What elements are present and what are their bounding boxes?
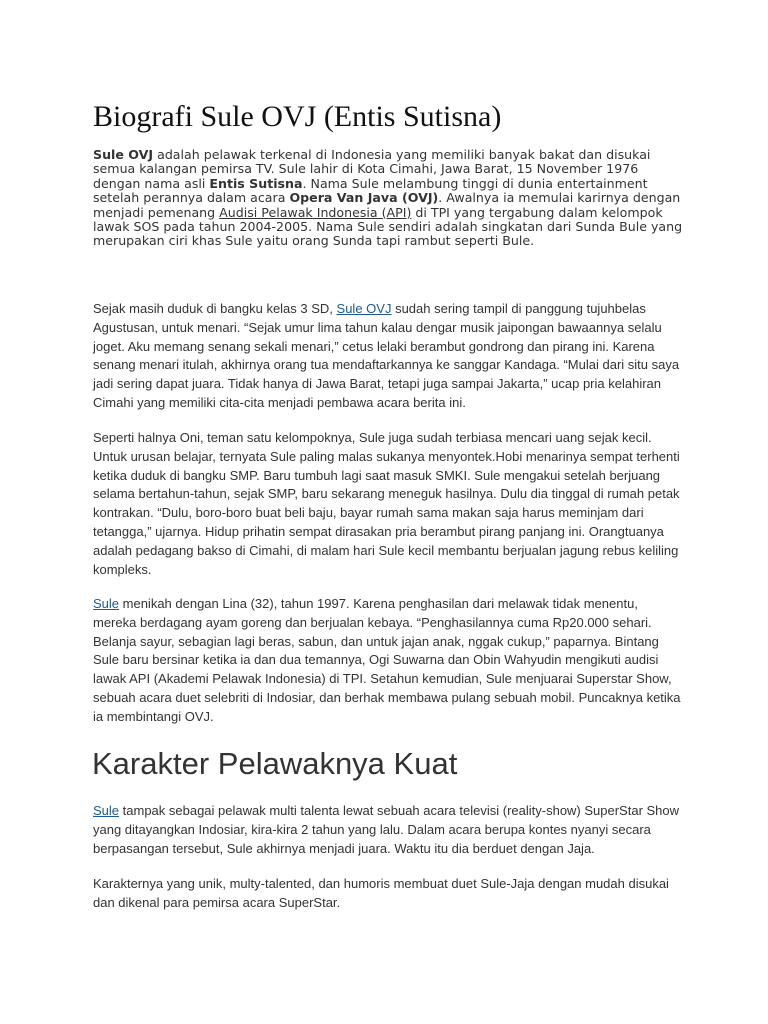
intro-text-4: di TPI yang tergabung dalam kelompok lawak SOS pada tahun 2004-2005. Nama Sule sendiri adalah singkatan dari Sunda Bule yang merupakan ciri khas Sule yaitu orang Sunda tapi rambut seperti Bule. <box>93 204 683 249</box>
paragraph-1-text-a: Sejak masih duduk di bangku kelas 3 SD, <box>93 301 337 316</box>
page-title: Biografi Sule OVJ (Entis Sutisna) <box>93 100 502 133</box>
paragraph-1-text-b: sudah sering tampil di panggung tujuhbelas Agustusan, untuk menari. “Sejak umur lima tahun kalau dengar musik jaipongan bawaannya selalu joget. Aku memang senang sekali menari,” cetus lelaki berambut gondrong dan pirang ini. Karena senang menari itulah, akhirnya orang tua mendaftarkannya ke sanggar Kandaga. “Mulai dari situ saya jadi sering dapat juara. Tidak hanya di Jawa Barat, tetapi juga sampai Jakarta,” ucap pria kelahiran Cimahi yang memiliki cita-cita menjadi pembawa acara berita ini. <box>93 301 680 410</box>
intro-text-3: . Awalnya ia memulai karirnya dengan menjadi pemenang <box>93 190 681 220</box>
paragraph-5-text: Karakternya yang unik, multy-talented, dan humoris membuat duet Sule-Jaja dengan mudah disukai dan dikenal para pemirsa acara SuperStar. <box>93 876 669 910</box>
sule-ovj-link[interactable]: Sule OVJ <box>336 301 392 316</box>
intro-bold-entis-sutisna: Entis Sutisna <box>209 175 303 191</box>
intro-text-2: . Nama Sule melambung tinggi di dunia entertainment setelah perannya dalam acara <box>93 175 648 206</box>
intro-bold-sule-ovj: Sule OVJ <box>93 147 154 162</box>
paragraph-2 <box>93 429 683 579</box>
paragraph-5 <box>93 875 683 913</box>
paragraph-2-text: Seperti halnya Oni, teman satu kelompoknya, Sule juga sudah terbiasa mencari uang sejak kecil. Untuk urusan belajar, ternyata Sule paling malas sukanya menyontek.Hobi menarinya sempat terhenti ketika duduk di bangku SMP. Baru tumbuh lagi saat masuk SMKI. Sule mengakui setelah berjuang selama bertahun-tahun, sejak SMP, baru sekarang meneguk hasilnya. Dulu dia tinggal di rumah petak kontrakan. “Dulu, boro-boro buat beli baju, bayar rumah sama makan saja harus meminjam dari tetangga,” ujarnya. Hidup prihatin sempat dirasakan pria berambut pirang panjang ini. Orangtuanya adalah pedagang bakso di Cimahi, di malam hari Sule kecil membantu berjualan jagung rebus keliling kompleks. <box>93 430 680 577</box>
intro-bold-opera-van-java: Opera Van Java (OVJ) <box>289 190 439 206</box>
intro-text-1: adalah pelawak terkenal di Indonesia yang memiliki banyak bakat dan disukai semua kalangan pemirsa TV. Sule lahir di Kota Cimahi, Jawa Barat, 15 November 1976 dengan nama asli <box>93 147 651 191</box>
paragraph-3 <box>93 595 683 727</box>
sule-link-2[interactable]: Sule <box>93 803 120 818</box>
paragraph-4-text: tampak sebagai pelawak multi talenta lewat sebuah acara televisi (reality-show) SuperStar Show yang ditayangkan Indosiar, kira-kira 2 tahun yang lalu. Dalam acara berupa kontes nyanyi secara berpasangan tersebut, Sule akhirnya menjadi juara. Waktu itu dia berduet dengan Jaja. <box>93 803 680 856</box>
paragraph-4 <box>93 802 683 858</box>
section-heading: Karakter Pelawaknya Kuat <box>92 746 458 781</box>
paragraph-1 <box>93 300 683 413</box>
sule-link-1[interactable]: Sule <box>93 596 120 611</box>
intro-paragraph <box>93 148 683 249</box>
paragraph-3-text: menikah dengan Lina (32), tahun 1997. Karena penghasilan dari melawak tidak menentu, mereka berdagang ayam goreng dan berjualan kebaya. “Penghasilannya cuma Rp20.000 sehari. Belanja sayur, sebagian lagi beras, sabun, dan untuk jajan anak, nggak cukup,” paparnya. Bintang Sule baru bersinar ketika ia dan dua temannya, Ogi Suwarna dan Obin Wahyudin mengikuti audisi lawak API (Akademi Pelawak Indonesia) di TPI. Setahun kemudian, Sule menjuarai Superstar Show, sebuah acara duet selebriti di Indosiar, dan berhak membawa pulang sebuah mobil. Puncaknya ketika ia membintangi OVJ. <box>93 596 681 724</box>
audisi-pelawak-link[interactable]: Audisi Pelawak Indonesia (API) <box>219 204 412 220</box>
